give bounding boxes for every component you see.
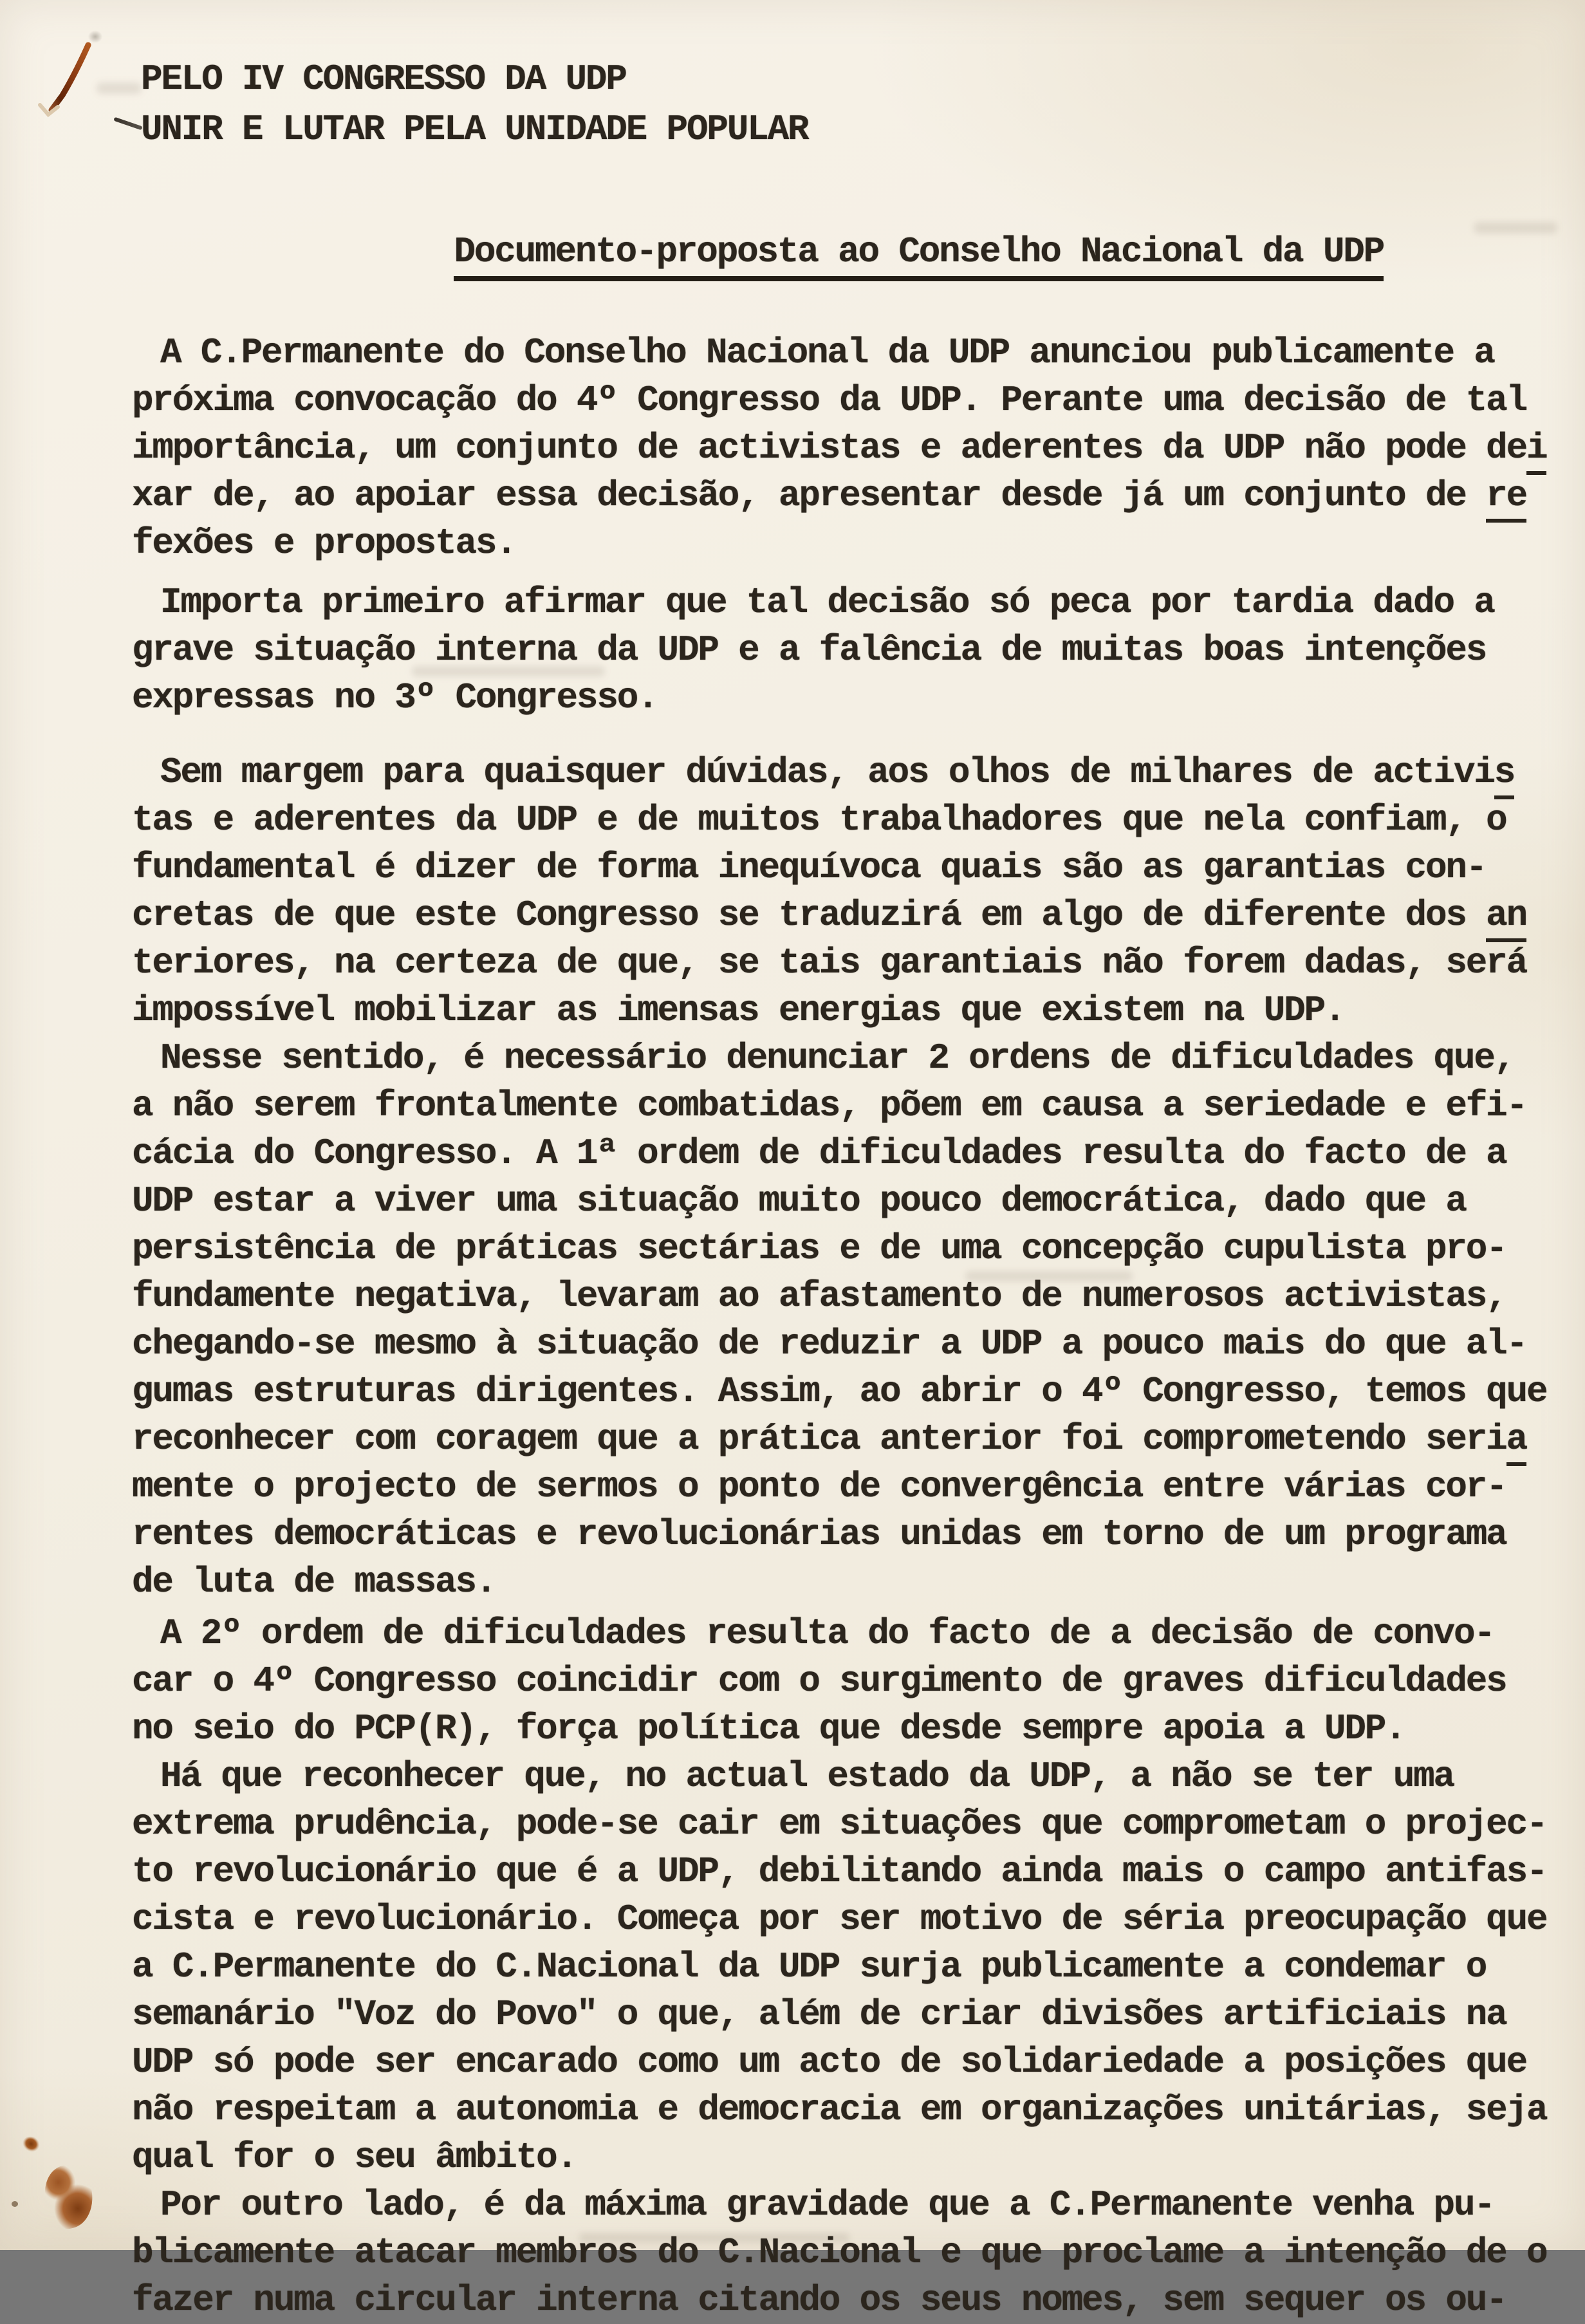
text-line: teriores, na certeza de que, se tais garantiais não forem dadas, será: [132, 942, 1526, 983]
text-line: não respeitam a autonomia e democracia em organizações unitárias, seja: [132, 2089, 1547, 2130]
text-line: tas e aderentes da UDP e de muitos trabalhadores que nela confiam, o: [132, 799, 1506, 841]
text-line: to revolucionário que é a UDP, debilitando ainda mais o campo antifas-: [132, 1851, 1547, 1892]
text-line: Por outro lado, é da máxima gravidade que a C.Permanente venha pu-: [160, 2184, 1494, 2226]
text-line: chegando-se mesmo à situação de reduzir a UDP a pouco mais do que al-: [132, 1323, 1526, 1364]
text-line: mente o projecto de sermos o ponto de convergência entre várias cor-: [132, 1466, 1506, 1507]
text-line: semanário "Voz do Povo" o que, além de criar divisões artificiais na: [132, 1994, 1506, 2035]
text-line: fundamental é dizer de forma inequívoca quais são as garantias con-: [132, 847, 1487, 888]
text-line: a não serem frontalmente combatidas, põem em causa a seriedade e efi-: [132, 1085, 1526, 1126]
paragraph: [132, 329, 1564, 567]
text-line: xar de, ao apoiar essa decisão, apresentar desde já um conjunto de re: [132, 472, 1564, 519]
text-line: próxima convocação do 4º Congresso da UDP. Perante uma decisão de tal: [132, 380, 1526, 421]
text-line: blicamente atacar membros do C.Nacional e que proclame a intenção de o: [132, 2232, 1547, 2273]
text-line: cácia do Congresso. A 1ª ordem de dificuldades resulta do facto de a: [132, 1133, 1506, 1174]
text-line: importância, um conjunto de activistas e aderentes da UDP não pode dei: [132, 424, 1564, 472]
paragraph: [132, 579, 1564, 721]
continuation-underline: i: [1526, 427, 1546, 475]
paragraph: [132, 748, 1564, 1034]
text-line: a C.Permanente do C.Nacional da UDP surja publicamente a condemar o: [132, 1946, 1487, 1987]
text-line: UDP só pode ser encarado como um acto de solidariedade a posições que: [132, 2041, 1526, 2083]
text-line: reconhecer com coragem que a prática anterior foi comprometendo seria: [132, 1415, 1564, 1463]
continuation-underline: an: [1486, 895, 1526, 942]
text-line: expressas no 3º Congresso.: [132, 677, 658, 718]
text-line: extrema prudência, pode-se cair em situações que comprometam o projec-: [132, 1803, 1547, 1845]
ink-blot: [38, 2161, 100, 2233]
document-title-row: [132, 174, 1564, 329]
header-line-1: PELO IV CONGRESSO DA UDP: [141, 59, 626, 100]
text-line: Nesse sentido, é necessário denunciar 2 ordens de dificuldades que,: [160, 1037, 1515, 1079]
typed-content: [132, 0, 1564, 2324]
text-line: Sem margem para quaisquer dúvidas, aos olhos de milhares de activis: [132, 748, 1564, 796]
text-line: Há que reconhecer que, no actual estado da UDP, a não se ter uma: [160, 1756, 1454, 1797]
document-body: [132, 329, 1564, 2324]
text-line: cretas de que este Congresso se traduzirá em algo de diferente dos an: [132, 891, 1564, 939]
continuation-underline: s: [1494, 752, 1514, 799]
paragraph: [132, 2181, 1564, 2324]
paragraph: [132, 1034, 1564, 1606]
document-title: Documento-proposta ao Conselho Nacional da UDP: [454, 231, 1384, 281]
continuation-underline: re: [1486, 475, 1526, 523]
text-line: UDP estar a viver uma situação muito pouco democrática, dado que a: [132, 1180, 1466, 1222]
text-line: car o 4º Congresso coincidir com o surgimento de graves dificuldades: [132, 1660, 1506, 1702]
text-line: grave situação interna da UDP e a falência de muitas boas intenções: [132, 629, 1487, 671]
ink-blot: [19, 2133, 44, 2157]
continuation-underline: a: [1506, 1418, 1526, 1466]
text-line: gumas estruturas dirigentes. Assim, ao abrir o 4º Congresso, temos que: [132, 1371, 1547, 1412]
document-header: [132, 54, 1564, 154]
text-line: qual for o seu âmbito.: [132, 2137, 577, 2178]
header-line-2: UNIR E LUTAR PELA UNIDADE POPULAR: [141, 109, 808, 150]
pencil-smudge: [86, 28, 105, 45]
text-line: A 2º ordem de dificuldades resulta do facto de a decisão de convo-: [160, 1613, 1494, 1654]
paragraph: [132, 1752, 1564, 2181]
text-line: fundamente negativa, levaram ao afastamento de numerosos activistas,: [132, 1276, 1506, 1317]
text-line: fexões e propostas.: [132, 523, 516, 564]
ink-speck: [12, 2201, 18, 2207]
text-line: A C.Permanente do Conselho Nacional da UDP anunciou publicamente a: [160, 332, 1494, 373]
text-line: rentes democráticas e revolucionárias unidas em torno de um programa: [132, 1514, 1506, 1555]
text-line: no seio do PCP(R), força política que desde sempre apoia a UDP.: [132, 1708, 1405, 1749]
text-line: de luta de massas.: [132, 1561, 496, 1603]
text-line: fazer numa circular interna citando os seus nomes, sem sequer os ou-: [132, 2280, 1506, 2321]
text-line: persistência de práticas sectárias e de uma concepção cupulista pro-: [132, 1228, 1506, 1269]
text-line: cista e revolucionário. Começa por ser motivo de séria preocupação que: [132, 1899, 1547, 1940]
paragraph: [132, 1610, 1564, 1752]
text-line: Importa primeiro afirmar que tal decisão só peca por tardia dado a: [160, 582, 1494, 623]
text-line: impossível mobilizar as imensas energias que existem na UDP.: [132, 990, 1345, 1031]
